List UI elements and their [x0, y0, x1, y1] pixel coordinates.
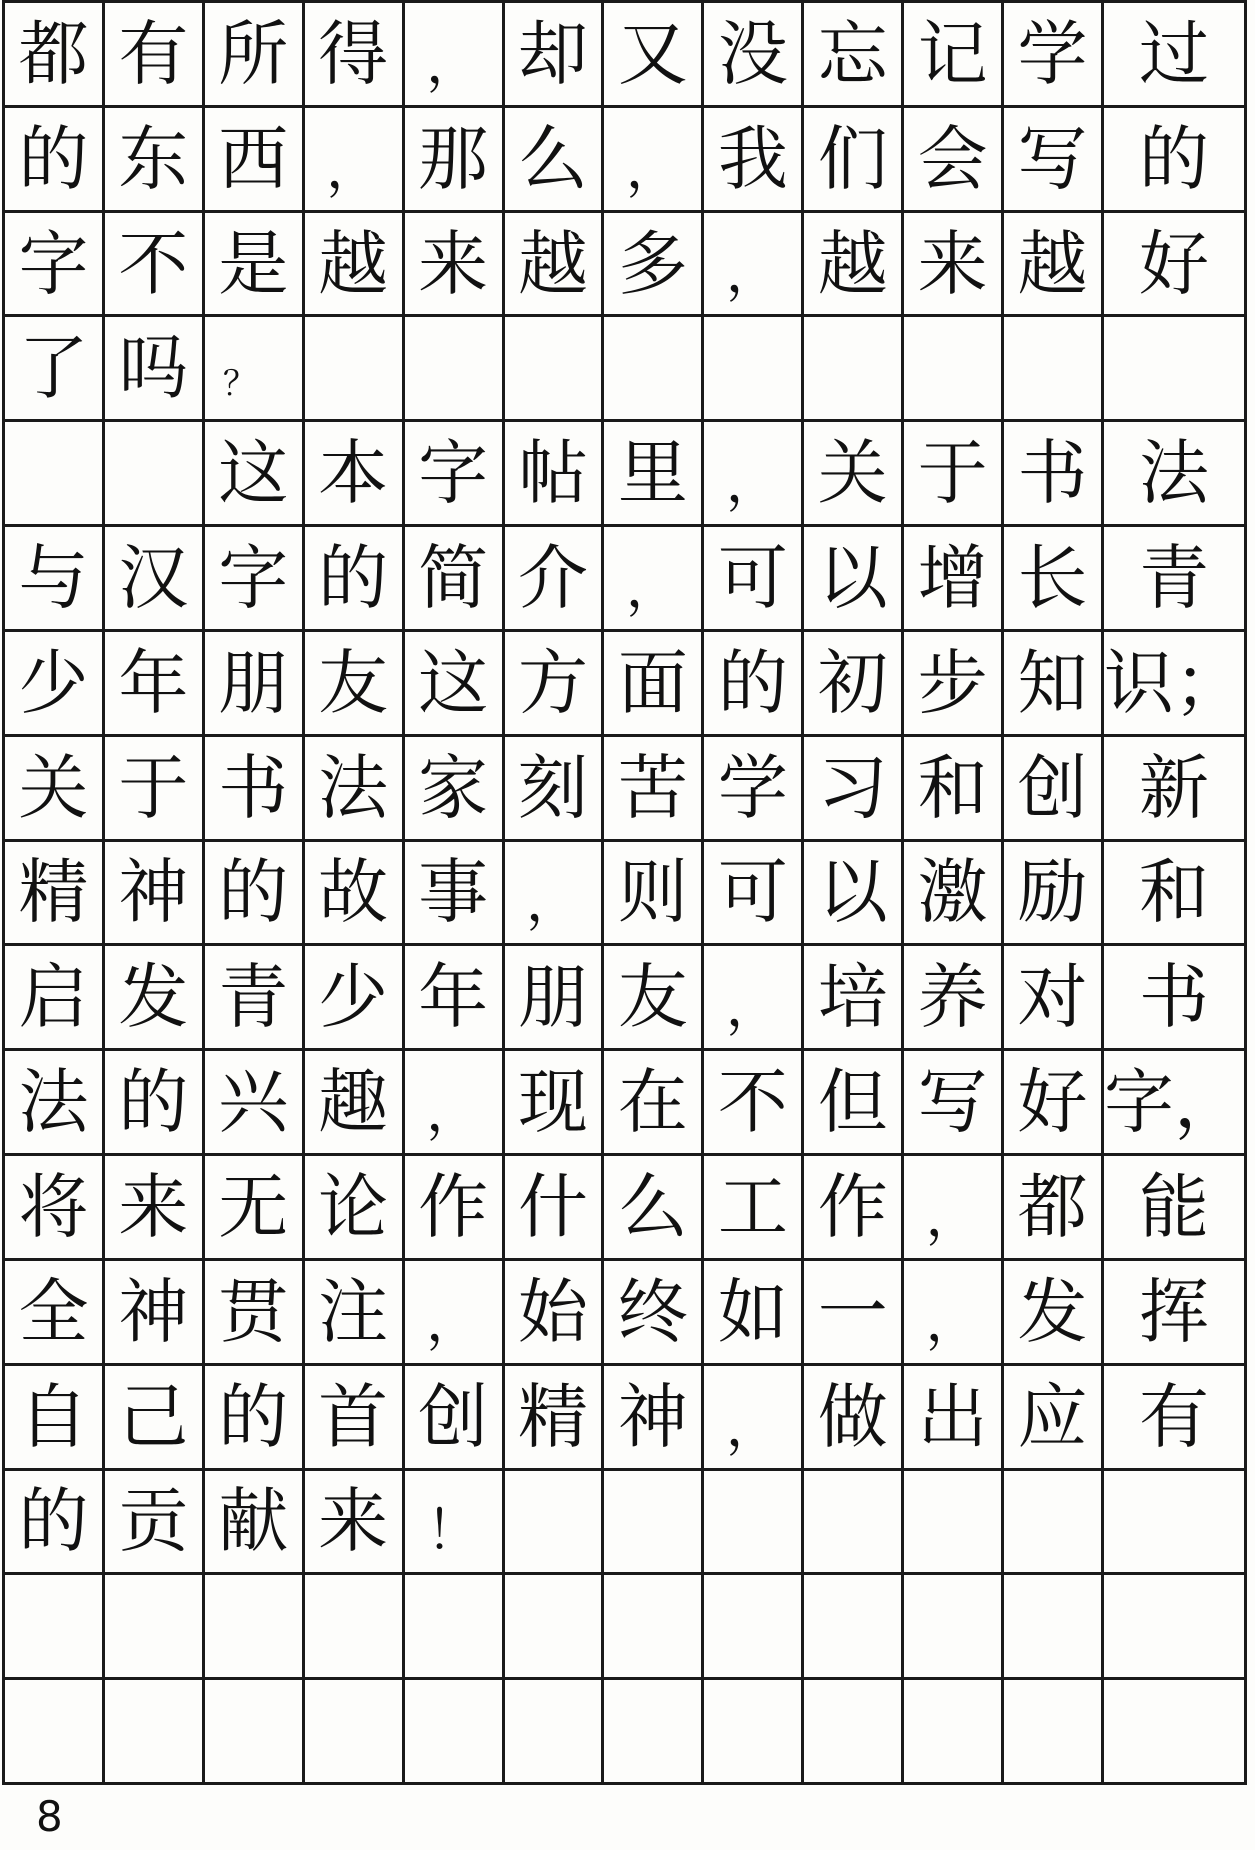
grid-cell: 现	[505, 1051, 605, 1156]
grid-cell: 论	[305, 1156, 405, 1261]
grid-cell: ，	[904, 1156, 1004, 1261]
grid-cell: 年	[105, 632, 205, 737]
grid-cell: 作	[804, 1156, 904, 1261]
grid-cell	[1104, 1575, 1247, 1680]
writing-grid	[2, 0, 1247, 1785]
grid-cell: 多	[604, 213, 704, 318]
grid-cell: 不	[704, 1051, 804, 1156]
grid-cell: 创	[1004, 737, 1104, 842]
grid-cell	[1004, 1575, 1104, 1680]
grid-cell	[1104, 317, 1247, 422]
page-number: 8	[36, 1792, 63, 1841]
grid-cell: 什	[505, 1156, 605, 1261]
grid-cell: 但	[804, 1051, 904, 1156]
grid-cell: 有	[1104, 1366, 1247, 1471]
grid-cell: 青	[205, 946, 305, 1051]
grid-cell: 全	[5, 1261, 105, 1366]
grid-cell: 关	[804, 422, 904, 527]
grid-cell: 友	[305, 632, 405, 737]
grid-cell: 增	[904, 527, 1004, 632]
grid-cell: ，	[505, 842, 605, 947]
grid-cell: 精	[5, 842, 105, 947]
grid-cell	[804, 1680, 904, 1785]
grid-cell: 我	[704, 108, 804, 213]
grid-cell: ，	[604, 527, 704, 632]
grid-cell: ，	[604, 108, 704, 213]
grid-cell: 的	[5, 108, 105, 213]
grid-cell: 知	[1004, 632, 1104, 737]
grid-cell: 汉	[105, 527, 205, 632]
grid-cell	[904, 317, 1004, 422]
grid-cell: 应	[1004, 1366, 1104, 1471]
grid-cell: 少	[5, 632, 105, 737]
grid-cell	[604, 1680, 704, 1785]
grid-cell: 得	[305, 3, 405, 108]
grid-cell	[5, 1680, 105, 1785]
grid-cell: 对	[1004, 946, 1104, 1051]
grid-cell: 少	[305, 946, 405, 1051]
grid-cell: 好	[1104, 213, 1247, 318]
grid-cell: 越	[1004, 213, 1104, 318]
grid-cell: 所	[205, 3, 305, 108]
grid-cell	[1004, 1471, 1104, 1576]
grid-cell: 趣	[305, 1051, 405, 1156]
grid-cell: 贯	[205, 1261, 305, 1366]
grid-cell	[505, 317, 605, 422]
grid-cell: 本	[305, 422, 405, 527]
grid-cell: 忘	[804, 3, 904, 108]
grid-cell: 可	[704, 527, 804, 632]
grid-cell: 年	[405, 946, 505, 1051]
grid-cell: 关	[5, 737, 105, 842]
grid-cell: 步	[904, 632, 1004, 737]
grid-cell	[904, 1680, 1004, 1785]
grid-cell: 会	[904, 108, 1004, 213]
grid-cell	[804, 1471, 904, 1576]
grid-cell: 这	[205, 422, 305, 527]
grid-cell: 注	[305, 1261, 405, 1366]
grid-cell: 没	[704, 3, 804, 108]
grid-cell: 神	[105, 1261, 205, 1366]
grid-cell: 学	[1004, 3, 1104, 108]
grid-cell	[704, 317, 804, 422]
grid-cell: 字	[405, 422, 505, 527]
grid-cell: 做	[804, 1366, 904, 1471]
grid-cell: 的	[205, 842, 305, 947]
grid-cell: 法	[1104, 422, 1247, 527]
grid-cell: 将	[5, 1156, 105, 1261]
grid-cell: ，	[405, 1051, 505, 1156]
grid-cell	[1104, 1680, 1247, 1785]
grid-cell: 事	[405, 842, 505, 947]
grid-cell	[205, 1575, 305, 1680]
grid-cell: 都	[5, 3, 105, 108]
grid-cell	[405, 1680, 505, 1785]
grid-cell: 初	[804, 632, 904, 737]
grid-cell: 们	[804, 108, 904, 213]
grid-cell	[604, 1575, 704, 1680]
grid-cell	[1004, 317, 1104, 422]
grid-cell: 帖	[505, 422, 605, 527]
grid-cell: 字	[5, 213, 105, 318]
grid-cell: 可	[704, 842, 804, 947]
grid-cell: 励	[1004, 842, 1104, 947]
grid-cell	[405, 317, 505, 422]
grid-cell: 精	[505, 1366, 605, 1471]
grid-cell: 刻	[505, 737, 605, 842]
grid-cell: 神	[105, 842, 205, 947]
grid-cell	[5, 1575, 105, 1680]
grid-cell	[804, 1575, 904, 1680]
grid-cell: 青	[1104, 527, 1247, 632]
grid-cell: 己	[105, 1366, 205, 1471]
grid-cell: 的	[704, 632, 804, 737]
grid-cell: 了	[5, 317, 105, 422]
grid-cell	[704, 1575, 804, 1680]
grid-cell	[904, 1471, 1004, 1576]
grid-cell: ，	[704, 422, 804, 527]
grid-cell: 一	[804, 1261, 904, 1366]
grid-cell: 终	[604, 1261, 704, 1366]
grid-cell	[305, 317, 405, 422]
grid-cell: 的	[205, 1366, 305, 1471]
grid-cell: 法	[305, 737, 405, 842]
grid-cell: ，	[405, 1261, 505, 1366]
grid-cell	[305, 1680, 405, 1785]
grid-cell: 和	[1104, 842, 1247, 947]
grid-cell: 方	[505, 632, 605, 737]
grid-cell: 面	[604, 632, 704, 737]
grid-cell: ，	[704, 213, 804, 318]
grid-cell: 新	[1104, 737, 1247, 842]
grid-cell: 贡	[105, 1471, 205, 1576]
grid-cell: 的	[5, 1471, 105, 1576]
grid-cell: 则	[604, 842, 704, 947]
grid-cell	[405, 1575, 505, 1680]
grid-cell: 友	[604, 946, 704, 1051]
grid-cell: 能	[1104, 1156, 1247, 1261]
grid-cell: 这	[405, 632, 505, 737]
grid-cell: 么	[604, 1156, 704, 1261]
grid-cell	[505, 1680, 605, 1785]
grid-cell	[1004, 1680, 1104, 1785]
grid-cell: ，	[904, 1261, 1004, 1366]
grid-cell: 发	[105, 946, 205, 1051]
grid-cell: 作	[405, 1156, 505, 1261]
grid-cell: 出	[904, 1366, 1004, 1471]
grid-cell: 神	[604, 1366, 704, 1471]
grid-cell	[604, 1471, 704, 1576]
grid-cell: 无	[205, 1156, 305, 1261]
grid-cell: 东	[105, 108, 205, 213]
grid-cell: 写	[904, 1051, 1004, 1156]
grid-cell: 越	[505, 213, 605, 318]
grid-cell: ，	[704, 946, 804, 1051]
grid-cell: 里	[604, 422, 704, 527]
grid-cell: 吗	[105, 317, 205, 422]
grid-cell: 的	[105, 1051, 205, 1156]
grid-cell	[1104, 1471, 1247, 1576]
grid-cell: 苦	[604, 737, 704, 842]
grid-cell: 不	[105, 213, 205, 318]
grid-cell: ，	[704, 1366, 804, 1471]
grid-cell: 于	[105, 737, 205, 842]
grid-cell: 又	[604, 3, 704, 108]
grid-cell: 家	[405, 737, 505, 842]
grid-cell: 那	[405, 108, 505, 213]
grid-cell: 字，	[1104, 1051, 1247, 1156]
grid-cell	[5, 422, 105, 527]
grid-cell: 都	[1004, 1156, 1104, 1261]
grid-cell: 创	[405, 1366, 505, 1471]
grid-cell: 介	[505, 527, 605, 632]
grid-cell: 来	[305, 1471, 405, 1576]
grid-cell	[704, 1680, 804, 1785]
grid-cell: 启	[5, 946, 105, 1051]
grid-cell: 挥	[1104, 1261, 1247, 1366]
grid-cell: 的	[305, 527, 405, 632]
grid-cell: 法	[5, 1051, 105, 1156]
grid-cell: 以	[804, 842, 904, 947]
grid-cell: 故	[305, 842, 405, 947]
grid-cell: 的	[1104, 108, 1247, 213]
grid-cell: 于	[904, 422, 1004, 527]
grid-cell: 和	[904, 737, 1004, 842]
grid-cell: 养	[904, 946, 1004, 1051]
grid-cell	[105, 422, 205, 527]
grid-cell	[305, 1575, 405, 1680]
grid-cell: 书	[1004, 422, 1104, 527]
grid-cell: 过	[1104, 3, 1247, 108]
grid-cell	[105, 1575, 205, 1680]
grid-cell	[704, 1471, 804, 1576]
grid-cell: 书	[205, 737, 305, 842]
grid-cell: 以	[804, 527, 904, 632]
grid-cell: 在	[604, 1051, 704, 1156]
grid-cell: 越	[804, 213, 904, 318]
grid-cell: 献	[205, 1471, 305, 1576]
grid-cell: 激	[904, 842, 1004, 947]
grid-cell: 简	[405, 527, 505, 632]
grid-cell	[205, 1680, 305, 1785]
grid-cell: 有	[105, 3, 205, 108]
grid-cell: 朋	[505, 946, 605, 1051]
grid-cell: ，	[305, 108, 405, 213]
grid-cell: 来	[405, 213, 505, 318]
grid-cell: 朋	[205, 632, 305, 737]
grid-cell: ，	[405, 3, 505, 108]
grid-cell	[105, 1680, 205, 1785]
grid-cell: 如	[704, 1261, 804, 1366]
grid-cell: 始	[505, 1261, 605, 1366]
grid-cell: 却	[505, 3, 605, 108]
grid-cell	[505, 1575, 605, 1680]
grid-cell: 兴	[205, 1051, 305, 1156]
grid-cell: 西	[205, 108, 305, 213]
grid-cell: 培	[804, 946, 904, 1051]
grid-cell: 来	[904, 213, 1004, 318]
grid-cell: 学	[704, 737, 804, 842]
grid-cell: 越	[305, 213, 405, 318]
grid-cell: 书	[1104, 946, 1247, 1051]
grid-cell	[604, 317, 704, 422]
grid-cell: 与	[5, 527, 105, 632]
grid-cell: 么	[505, 108, 605, 213]
grid-cell: 工	[704, 1156, 804, 1261]
grid-cell: 发	[1004, 1261, 1104, 1366]
grid-cell: 首	[305, 1366, 405, 1471]
grid-cell: 写	[1004, 108, 1104, 213]
grid-cell: 来	[105, 1156, 205, 1261]
grid-cell: 自	[5, 1366, 105, 1471]
grid-cell: 字	[205, 527, 305, 632]
grid-cell: 识；	[1104, 632, 1247, 737]
grid-cell	[904, 1575, 1004, 1680]
grid-cell: 好	[1004, 1051, 1104, 1156]
grid-cell: 习	[804, 737, 904, 842]
grid-cell: 是	[205, 213, 305, 318]
grid-cell	[804, 317, 904, 422]
grid-cell: 记	[904, 3, 1004, 108]
grid-cell: 长	[1004, 527, 1104, 632]
grid-cell: ？	[205, 317, 305, 422]
grid-cell: ！	[405, 1471, 505, 1576]
grid-cell	[505, 1471, 605, 1576]
